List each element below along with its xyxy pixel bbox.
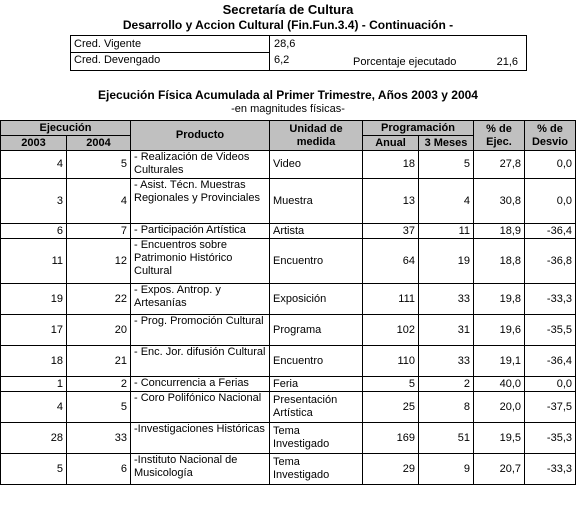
row-2004: 6 xyxy=(67,454,131,485)
header-anual: Anual xyxy=(363,136,419,151)
table-row xyxy=(1,346,576,377)
row-producto: - Encuentros sobre Patrimonio Histórico Cultural xyxy=(131,239,270,284)
row-pct-desvio: 0,0 xyxy=(525,179,576,224)
row-pct-ejec: 20,0 xyxy=(474,392,525,423)
header-2004: 2004 xyxy=(67,136,131,151)
row-3-meses: 8 xyxy=(419,392,474,423)
row-anual: 111 xyxy=(363,284,419,315)
table-row xyxy=(1,284,576,315)
row-3-meses: 51 xyxy=(419,423,474,454)
row-3-meses: 5 xyxy=(419,151,474,179)
row-anual: 102 xyxy=(363,315,419,346)
row-2003: 1 xyxy=(1,377,67,392)
row-3-meses: 33 xyxy=(419,284,474,315)
row-anual: 5 xyxy=(363,377,419,392)
table-row xyxy=(1,454,576,485)
cred-vigente-value: 28,6 xyxy=(274,38,296,50)
row-pct-desvio: -36,4 xyxy=(525,224,576,239)
row-2004: 4 xyxy=(67,179,131,224)
row-anual: 169 xyxy=(363,423,419,454)
row-pct-ejec: 20,7 xyxy=(474,454,525,485)
row-unidad: Exposición xyxy=(270,284,363,315)
row-2003: 19 xyxy=(1,284,67,315)
row-unidad: Encuentro xyxy=(270,239,363,284)
table-row xyxy=(1,423,576,454)
row-pct-desvio: -36,4 xyxy=(525,346,576,377)
row-2003: 11 xyxy=(1,239,67,284)
row-pct-desvio: -37,5 xyxy=(525,392,576,423)
row-3-meses: 4 xyxy=(419,179,474,224)
row-2003: 4 xyxy=(1,151,67,179)
table-title: Ejecución Física Acumulada al Primer Trimestre, Años 2003 y 2004 xyxy=(98,88,478,102)
row-2003: 5 xyxy=(1,454,67,485)
table-row xyxy=(1,224,576,239)
row-anual: 13 xyxy=(363,179,419,224)
row-pct-desvio: -33,3 xyxy=(525,454,576,485)
report-title: Secretaría de Cultura xyxy=(222,2,354,17)
row-anual: 29 xyxy=(363,454,419,485)
row-anual: 110 xyxy=(363,346,419,377)
row-3-meses: 11 xyxy=(419,224,474,239)
row-2004: 22 xyxy=(67,284,131,315)
row-anual: 37 xyxy=(363,224,419,239)
row-pct-ejec: 19,5 xyxy=(474,423,525,454)
header-ejecucion: Ejecución xyxy=(1,121,131,136)
row-pct-ejec: 18,8 xyxy=(474,239,525,284)
row-2003: 3 xyxy=(1,179,67,224)
row-2003: 6 xyxy=(1,224,67,239)
row-pct-ejec: 30,8 xyxy=(474,179,525,224)
row-unidad: Artista xyxy=(270,224,363,239)
row-pct-ejec: 18,9 xyxy=(474,224,525,239)
row-2004: 7 xyxy=(67,224,131,239)
row-pct-desvio: -33,3 xyxy=(525,284,576,315)
row-unidad: Programa xyxy=(270,315,363,346)
row-pct-ejec: 19,6 xyxy=(474,315,525,346)
row-producto: - Realización de Videos Culturales xyxy=(131,151,270,179)
header-unidad: Unidad de medida xyxy=(270,121,363,151)
row-anual: 25 xyxy=(363,392,419,423)
row-producto: - Concurrencia a Ferias xyxy=(131,377,270,392)
row-anual: 18 xyxy=(363,151,419,179)
row-pct-ejec: 19,1 xyxy=(474,346,525,377)
row-2003: 28 xyxy=(1,423,67,454)
header-pct-desvio: % de Desvio xyxy=(525,121,576,151)
row-unidad: Muestra xyxy=(270,179,363,224)
table-row xyxy=(1,392,576,423)
row-2004: 33 xyxy=(67,423,131,454)
row-producto: - Asist. Técn. Muestras Regionales y Provinciales xyxy=(131,179,270,224)
row-3-meses: 2 xyxy=(419,377,474,392)
row-pct-desvio: -35,5 xyxy=(525,315,576,346)
table-row xyxy=(1,239,576,284)
header-2003: 2003 xyxy=(1,136,67,151)
row-producto: - Prog. Promoción Cultural xyxy=(131,315,270,346)
row-3-meses: 33 xyxy=(419,346,474,377)
row-3-meses: 9 xyxy=(419,454,474,485)
report-subtitle: Desarrollo y Accion Cultural (Fin.Fun.3.4) - Continuación - xyxy=(122,18,454,32)
cred-devengado-label: Cred. Devengado xyxy=(74,54,161,66)
row-pct-desvio: -35,3 xyxy=(525,423,576,454)
row-pct-desvio: 0,0 xyxy=(525,377,576,392)
header-3-meses: 3 Meses xyxy=(419,136,474,151)
header-programacion: Programación xyxy=(363,121,474,136)
row-producto: - Participación Artística xyxy=(131,224,270,239)
cred-vigente-label: Cred. Vigente xyxy=(74,38,142,50)
credits-box xyxy=(70,35,527,71)
row-producto: - Enc. Jor. difusión Cultural xyxy=(131,346,270,377)
row-pct-desvio: 0,0 xyxy=(525,151,576,179)
row-pct-ejec: 40,0 xyxy=(474,377,525,392)
row-pct-desvio: -36,8 xyxy=(525,239,576,284)
row-producto: -Instituto Nacional de Musicología xyxy=(131,454,270,485)
table-row xyxy=(1,151,576,179)
row-unidad: Encuentro xyxy=(270,346,363,377)
row-3-meses: 19 xyxy=(419,239,474,284)
row-producto: - Coro Polifónico Nacional xyxy=(131,392,270,423)
row-3-meses: 31 xyxy=(419,315,474,346)
row-2004: 2 xyxy=(67,377,131,392)
row-2003: 18 xyxy=(1,346,67,377)
row-unidad: Tema Investigado xyxy=(270,423,363,454)
row-2004: 12 xyxy=(67,239,131,284)
row-producto: -Investigaciones Históricas xyxy=(131,423,270,454)
row-anual: 64 xyxy=(363,239,419,284)
porcentaje-label: Porcentaje ejecutado xyxy=(353,56,457,68)
row-unidad: Feria xyxy=(270,377,363,392)
row-2004: 21 xyxy=(67,346,131,377)
header-pct-ejec: % de Ejec. xyxy=(474,121,525,151)
row-producto: - Expos. Antrop. y Artesanías xyxy=(131,284,270,315)
table-row xyxy=(1,377,576,392)
row-2004: 20 xyxy=(67,315,131,346)
cred-devengado-value: 6,2 xyxy=(274,54,290,66)
row-unidad: Presentación Artística xyxy=(270,392,363,423)
porcentaje-value: 21,6 xyxy=(496,56,518,68)
table-subtitle: -en magnitudes físicas- xyxy=(231,103,345,115)
execution-table xyxy=(0,120,576,485)
row-unidad: Tema Investigado xyxy=(270,454,363,485)
header-producto: Producto xyxy=(131,121,270,151)
row-2003: 17 xyxy=(1,315,67,346)
row-pct-ejec: 19,8 xyxy=(474,284,525,315)
row-2004: 5 xyxy=(67,392,131,423)
row-2003: 4 xyxy=(1,392,67,423)
row-2004: 5 xyxy=(67,151,131,179)
row-pct-ejec: 27,8 xyxy=(474,151,525,179)
table-row xyxy=(1,315,576,346)
table-row xyxy=(1,179,576,224)
row-unidad: Video xyxy=(270,151,363,179)
